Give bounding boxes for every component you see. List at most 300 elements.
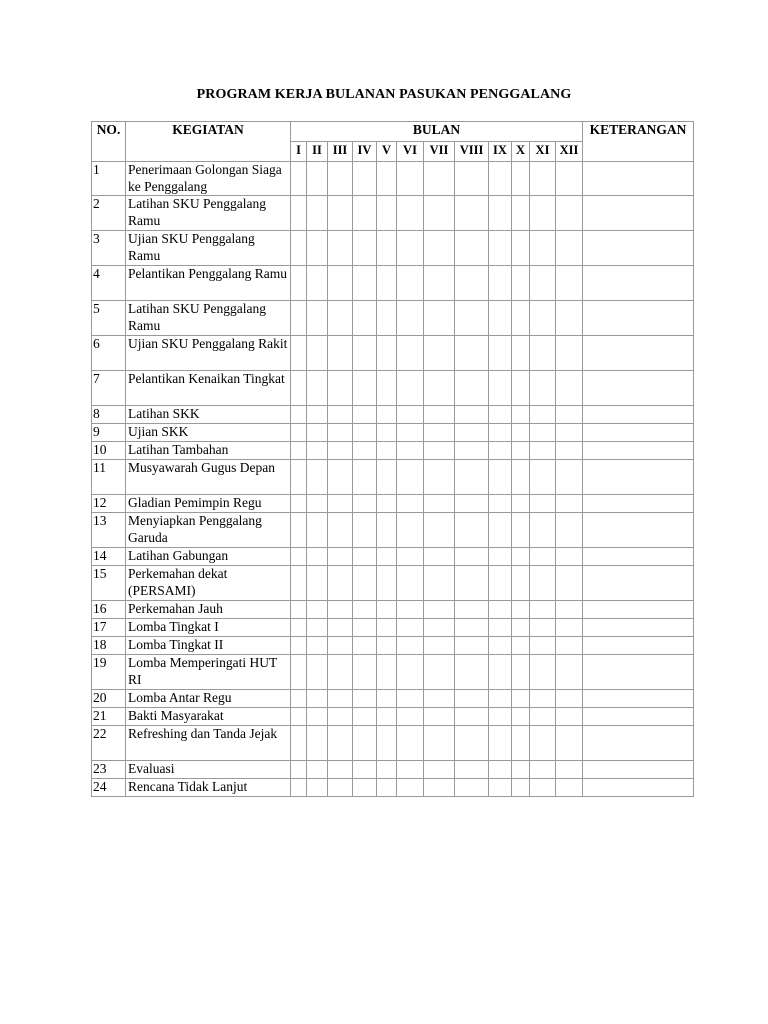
month-cell — [353, 601, 377, 619]
document-title: PROGRAM KERJA BULANAN PASUKAN PENGGALANG — [196, 87, 572, 102]
month-cell — [455, 513, 489, 548]
month-cell — [512, 495, 530, 513]
month-cell — [377, 424, 397, 442]
table-row — [92, 690, 694, 708]
month-cell — [307, 513, 328, 548]
month-cell — [397, 162, 424, 196]
month-cell — [489, 196, 512, 231]
month-cell — [291, 301, 307, 336]
table-row — [92, 336, 694, 371]
row-number: 14 — [92, 548, 126, 566]
month-cell — [377, 460, 397, 495]
month-cell — [556, 442, 583, 460]
keterangan-cell — [583, 406, 694, 424]
month-cell — [556, 495, 583, 513]
month-cell — [455, 266, 489, 301]
row-kegiatan: Lomba Memperingati HUT RI — [126, 655, 291, 690]
table-row — [92, 566, 694, 601]
keterangan-cell — [583, 162, 694, 196]
keterangan-cell — [583, 619, 694, 637]
month-cell — [328, 460, 353, 495]
month-cell — [307, 301, 328, 336]
row-number: 4 — [92, 266, 126, 301]
month-cell — [489, 655, 512, 690]
month-cell — [291, 726, 307, 761]
month-cell — [307, 655, 328, 690]
month-cell — [397, 513, 424, 548]
month-cell — [291, 336, 307, 371]
month-cell — [307, 406, 328, 424]
row-number: 20 — [92, 690, 126, 708]
month-cell — [328, 266, 353, 301]
month-cell — [556, 637, 583, 655]
month-cell — [424, 460, 455, 495]
row-number: 3 — [92, 231, 126, 266]
month-cell — [512, 708, 530, 726]
month-cell — [530, 460, 556, 495]
month-cell — [455, 424, 489, 442]
month-cell — [377, 336, 397, 371]
month-cell — [556, 371, 583, 406]
month-cell — [455, 162, 489, 196]
month-cell — [424, 336, 455, 371]
month-cell — [328, 637, 353, 655]
month-cell — [424, 424, 455, 442]
month-header-11: XI — [530, 142, 556, 162]
month-cell — [424, 690, 455, 708]
month-cell — [455, 601, 489, 619]
keterangan-cell — [583, 231, 694, 266]
month-cell — [307, 231, 328, 266]
month-cell — [455, 566, 489, 601]
month-cell — [328, 196, 353, 231]
month-cell — [307, 336, 328, 371]
month-cell — [307, 162, 328, 196]
month-cell — [353, 231, 377, 266]
month-cell — [424, 371, 455, 406]
month-cell — [307, 601, 328, 619]
row-kegiatan: Pelantikan Kenaikan Tingkat — [126, 371, 291, 406]
month-cell — [397, 371, 424, 406]
month-cell — [512, 266, 530, 301]
month-cell — [556, 196, 583, 231]
keterangan-cell — [583, 196, 694, 231]
month-cell — [489, 637, 512, 655]
month-cell — [512, 637, 530, 655]
month-cell — [530, 495, 556, 513]
table-row — [92, 196, 694, 231]
month-cell — [530, 266, 556, 301]
month-cell — [328, 406, 353, 424]
month-cell — [307, 708, 328, 726]
month-cell — [556, 655, 583, 690]
table-row — [92, 655, 694, 690]
month-header-2: II — [307, 142, 328, 162]
keterangan-cell — [583, 513, 694, 548]
month-cell — [424, 513, 455, 548]
month-cell — [397, 301, 424, 336]
month-cell — [424, 655, 455, 690]
month-cell — [512, 726, 530, 761]
row-kegiatan: Musyawarah Gugus Depan — [126, 460, 291, 495]
month-cell — [291, 231, 307, 266]
month-cell — [424, 779, 455, 797]
month-cell — [489, 301, 512, 336]
table-row — [92, 231, 694, 266]
month-cell — [489, 601, 512, 619]
month-cell — [377, 371, 397, 406]
month-cell — [291, 619, 307, 637]
keterangan-cell — [583, 690, 694, 708]
row-number: 8 — [92, 406, 126, 424]
month-cell — [530, 726, 556, 761]
month-cell — [489, 726, 512, 761]
month-cell — [424, 495, 455, 513]
month-cell — [424, 601, 455, 619]
month-cell — [512, 761, 530, 779]
month-cell — [328, 708, 353, 726]
month-cell — [291, 548, 307, 566]
month-cell — [307, 779, 328, 797]
month-cell — [556, 460, 583, 495]
row-kegiatan: Latihan SKU Penggalang Ramu — [126, 196, 291, 231]
month-cell — [424, 761, 455, 779]
month-cell — [291, 690, 307, 708]
month-cell — [556, 779, 583, 797]
month-cell — [328, 655, 353, 690]
month-cell — [556, 406, 583, 424]
row-kegiatan: Latihan Tambahan — [126, 442, 291, 460]
row-kegiatan: Ujian SKU Penggalang Ramu — [126, 231, 291, 266]
keterangan-cell — [583, 301, 694, 336]
row-number: 24 — [92, 779, 126, 797]
month-cell — [530, 779, 556, 797]
month-header-9: IX — [489, 142, 512, 162]
month-cell — [353, 726, 377, 761]
month-cell — [489, 548, 512, 566]
row-kegiatan: Bakti Masyarakat — [126, 708, 291, 726]
month-cell — [556, 162, 583, 196]
month-cell — [397, 196, 424, 231]
month-header-7: VII — [424, 142, 455, 162]
month-cell — [489, 566, 512, 601]
month-cell — [353, 266, 377, 301]
month-cell — [424, 548, 455, 566]
month-cell — [291, 761, 307, 779]
month-cell — [291, 779, 307, 797]
row-kegiatan: Gladian Pemimpin Regu — [126, 495, 291, 513]
month-cell — [353, 690, 377, 708]
month-cell — [530, 761, 556, 779]
month-cell — [397, 655, 424, 690]
month-cell — [377, 513, 397, 548]
month-cell — [328, 442, 353, 460]
row-kegiatan: Lomba Tingkat I — [126, 619, 291, 637]
month-cell — [328, 495, 353, 513]
month-header-12: XII — [556, 142, 583, 162]
row-kegiatan: Menyiapkan Penggalang Garuda — [126, 513, 291, 548]
month-cell — [307, 637, 328, 655]
month-cell — [307, 548, 328, 566]
month-cell — [489, 708, 512, 726]
month-cell — [397, 460, 424, 495]
month-cell — [530, 231, 556, 266]
month-cell — [328, 231, 353, 266]
month-cell — [556, 601, 583, 619]
month-cell — [489, 406, 512, 424]
month-cell — [530, 690, 556, 708]
month-cell — [512, 442, 530, 460]
row-kegiatan: Ujian SKU Penggalang Rakit — [126, 336, 291, 371]
month-cell — [556, 761, 583, 779]
keterangan-cell — [583, 460, 694, 495]
month-cell — [512, 513, 530, 548]
month-cell — [397, 566, 424, 601]
keterangan-cell — [583, 726, 694, 761]
month-cell — [397, 548, 424, 566]
month-cell — [455, 655, 489, 690]
month-header-4: IV — [353, 142, 377, 162]
month-cell — [455, 761, 489, 779]
month-cell — [291, 601, 307, 619]
month-cell — [377, 301, 397, 336]
month-header-1: I — [291, 142, 307, 162]
month-cell — [397, 266, 424, 301]
month-cell — [328, 690, 353, 708]
month-cell — [377, 619, 397, 637]
month-cell — [353, 301, 377, 336]
month-cell — [530, 442, 556, 460]
month-cell — [397, 231, 424, 266]
month-cell — [397, 726, 424, 761]
month-header-8: VIII — [455, 142, 489, 162]
month-cell — [291, 655, 307, 690]
month-cell — [328, 513, 353, 548]
month-cell — [512, 231, 530, 266]
month-cell — [397, 336, 424, 371]
table-row — [92, 619, 694, 637]
month-cell — [489, 231, 512, 266]
month-cell — [512, 548, 530, 566]
month-cell — [512, 336, 530, 371]
month-cell — [455, 637, 489, 655]
month-cell — [353, 424, 377, 442]
table-body — [92, 162, 694, 797]
row-number: 21 — [92, 708, 126, 726]
table-row — [92, 601, 694, 619]
month-cell — [328, 761, 353, 779]
month-cell — [397, 708, 424, 726]
month-cell — [377, 690, 397, 708]
month-cell — [307, 196, 328, 231]
month-cell — [512, 566, 530, 601]
month-cell — [397, 442, 424, 460]
keterangan-cell — [583, 424, 694, 442]
row-number: 15 — [92, 566, 126, 601]
month-cell — [328, 336, 353, 371]
month-cell — [455, 708, 489, 726]
month-cell — [489, 266, 512, 301]
month-cell — [512, 406, 530, 424]
month-header-6: VI — [397, 142, 424, 162]
keterangan-cell — [583, 601, 694, 619]
month-cell — [377, 266, 397, 301]
month-cell — [353, 371, 377, 406]
month-cell — [489, 460, 512, 495]
row-number: 2 — [92, 196, 126, 231]
month-cell — [424, 196, 455, 231]
month-cell — [455, 726, 489, 761]
month-cell — [530, 336, 556, 371]
keterangan-cell — [583, 371, 694, 406]
month-cell — [353, 442, 377, 460]
month-cell — [291, 513, 307, 548]
month-cell — [353, 513, 377, 548]
month-cell — [397, 779, 424, 797]
row-number: 13 — [92, 513, 126, 548]
month-cell — [424, 406, 455, 424]
month-cell — [512, 655, 530, 690]
row-number: 9 — [92, 424, 126, 442]
month-cell — [377, 708, 397, 726]
month-cell — [328, 779, 353, 797]
table-row — [92, 548, 694, 566]
month-cell — [307, 266, 328, 301]
month-cell — [455, 301, 489, 336]
month-cell — [377, 655, 397, 690]
month-cell — [455, 548, 489, 566]
month-cell — [377, 761, 397, 779]
month-cell — [291, 708, 307, 726]
month-cell — [397, 619, 424, 637]
month-cell — [530, 301, 556, 336]
row-kegiatan: Penerimaan Golongan Siaga ke Penggalang — [126, 162, 291, 196]
month-cell — [424, 726, 455, 761]
month-cell — [377, 637, 397, 655]
month-cell — [377, 726, 397, 761]
month-cell — [291, 460, 307, 495]
keterangan-cell — [583, 442, 694, 460]
keterangan-cell — [583, 495, 694, 513]
month-cell — [512, 196, 530, 231]
month-cell — [512, 460, 530, 495]
month-cell — [556, 266, 583, 301]
table-row — [92, 424, 694, 442]
row-kegiatan: Lomba Antar Regu — [126, 690, 291, 708]
month-cell — [353, 548, 377, 566]
table-row — [92, 495, 694, 513]
month-cell — [291, 162, 307, 196]
month-cell — [512, 601, 530, 619]
month-cell — [397, 495, 424, 513]
row-kegiatan: Evaluasi — [126, 761, 291, 779]
month-cell — [455, 196, 489, 231]
month-cell — [455, 619, 489, 637]
month-header-5: V — [377, 142, 397, 162]
month-cell — [489, 336, 512, 371]
month-cell — [530, 513, 556, 548]
month-cell — [556, 726, 583, 761]
month-cell — [530, 406, 556, 424]
row-number: 18 — [92, 637, 126, 655]
month-cell — [377, 442, 397, 460]
table-row — [92, 301, 694, 336]
month-cell — [512, 619, 530, 637]
table-row — [92, 460, 694, 495]
row-kegiatan: Latihan Gabungan — [126, 548, 291, 566]
table-row — [92, 442, 694, 460]
month-cell — [353, 619, 377, 637]
month-cell — [353, 761, 377, 779]
month-cell — [291, 266, 307, 301]
keterangan-cell — [583, 761, 694, 779]
row-number: 16 — [92, 601, 126, 619]
month-cell — [307, 495, 328, 513]
row-kegiatan: Lomba Tingkat II — [126, 637, 291, 655]
month-cell — [377, 566, 397, 601]
month-cell — [307, 690, 328, 708]
month-cell — [530, 619, 556, 637]
month-cell — [556, 690, 583, 708]
month-cell — [512, 301, 530, 336]
month-cell — [377, 779, 397, 797]
month-cell — [353, 655, 377, 690]
month-cell — [291, 637, 307, 655]
month-cell — [353, 708, 377, 726]
month-cell — [291, 495, 307, 513]
month-cell — [556, 424, 583, 442]
month-cell — [328, 162, 353, 196]
month-cell — [291, 196, 307, 231]
keterangan-cell — [583, 548, 694, 566]
table-row — [92, 513, 694, 548]
keterangan-cell — [583, 708, 694, 726]
month-cell — [556, 231, 583, 266]
month-cell — [455, 406, 489, 424]
header-kegiatan: KEGIATAN — [126, 122, 291, 162]
row-kegiatan: Refreshing dan Tanda Jejak — [126, 726, 291, 761]
month-cell — [530, 655, 556, 690]
row-number: 1 — [92, 162, 126, 196]
month-cell — [530, 196, 556, 231]
month-cell — [377, 162, 397, 196]
row-number: 11 — [92, 460, 126, 495]
month-cell — [353, 566, 377, 601]
month-cell — [455, 371, 489, 406]
table-row — [92, 162, 694, 196]
month-cell — [489, 442, 512, 460]
row-kegiatan: Pelantikan Penggalang Ramu — [126, 266, 291, 301]
month-cell — [307, 619, 328, 637]
month-cell — [353, 406, 377, 424]
row-kegiatan: Latihan SKK — [126, 406, 291, 424]
row-number: 6 — [92, 336, 126, 371]
month-cell — [397, 406, 424, 424]
table-row — [92, 779, 694, 797]
month-cell — [424, 708, 455, 726]
month-cell — [556, 566, 583, 601]
month-cell — [455, 690, 489, 708]
header-keterangan: KETERANGAN — [583, 122, 694, 162]
month-cell — [397, 637, 424, 655]
table-row — [92, 637, 694, 655]
row-kegiatan: Rencana Tidak Lanjut — [126, 779, 291, 797]
month-cell — [291, 424, 307, 442]
month-cell — [328, 566, 353, 601]
month-cell — [291, 406, 307, 424]
month-cell — [424, 162, 455, 196]
month-cell — [556, 548, 583, 566]
